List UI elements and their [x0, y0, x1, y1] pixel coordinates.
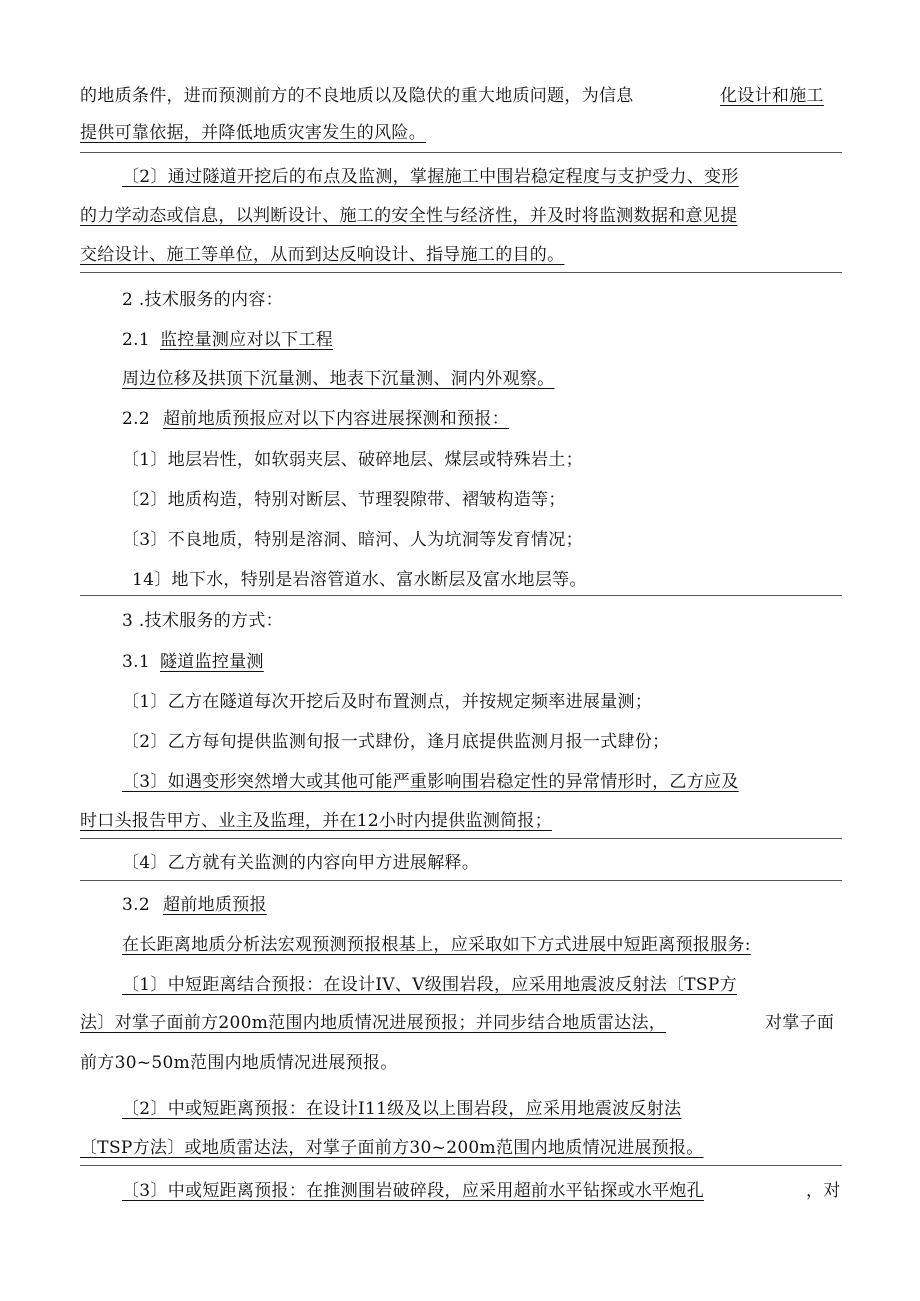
- paragraph-line: [0, 930, 920, 960]
- paragraph-line: [0, 1176, 920, 1206]
- paragraph-line: [0, 162, 920, 192]
- underlined-text: 周边位移及拱顶下沉量测、地表下沉量测、洞内外观察。: [122, 369, 555, 389]
- list-item-text: 〔2〕乙方每旬提供监测旬报一式肆份，逢月底提供监测月报一式肆份；: [122, 732, 670, 752]
- heading-number: 2.1: [122, 330, 150, 350]
- list-item-text: 〔4〕乙方就有关监测的内容向甲方进展解释。: [122, 853, 480, 873]
- underlined-text: 〔2〕通过隧道开挖后的布点及监测，掌握施工中围岩稳定程度与支护受力、变形: [122, 167, 739, 187]
- paragraph-line: [0, 81, 920, 111]
- heading-text: 3 .技术服务的方式：: [122, 611, 283, 631]
- divider: [80, 272, 842, 273]
- divider: [80, 1165, 842, 1166]
- underlined-text: 超前地质预报: [163, 895, 267, 915]
- paragraph-line: [0, 1008, 920, 1038]
- underlined-text: 超前地质预报应对以下内容进展探测和预报：: [163, 409, 509, 429]
- underlined-text: 法〕对掌子面前方200m范围内地质情况进展预报；并同步结合地质雷达法，: [80, 1013, 667, 1033]
- section-heading: [0, 606, 920, 636]
- underlined-text: 〔1〕中短距离结合预报：在设计IV、V级围岩段，应采用地震波反射法〔TSP方: [122, 975, 737, 995]
- paragraph-line: [0, 118, 920, 148]
- subsection-heading: [0, 404, 920, 434]
- list-item-text: 〔1〕乙方在隧道每次开挖后及时布置测点，并按规定频率进展量测；: [122, 692, 653, 712]
- text-run: 对掌子面: [765, 1013, 835, 1033]
- paragraph-line: [0, 767, 920, 797]
- divider: [80, 595, 842, 596]
- paragraph-line: [0, 1094, 920, 1124]
- divider: [80, 880, 842, 881]
- underlined-text: 交给设计、施工等单位，从而到达反响设计、指导施工的目的。: [80, 245, 565, 265]
- heading-number: 3.1: [122, 652, 150, 672]
- list-item: [0, 565, 920, 595]
- list-item: [0, 445, 920, 475]
- paragraph-line: [0, 364, 920, 394]
- list-item-text: 14〕地下水，特别是岩溶管道水、富水断层及富水地层等。: [132, 570, 587, 590]
- divider: [80, 838, 842, 839]
- text-run: ，对: [806, 1181, 841, 1201]
- list-item: [0, 525, 920, 555]
- underlined-text: 的力学动态或信息，以判断设计、施工的安全性与经济性，并及时将监测数据和意见提: [80, 206, 738, 226]
- underlined-text: 时口头报告甲方、业主及监理，并在12小时内提供监测简报；: [80, 811, 553, 831]
- underlined-text: 〔2〕中或短距离预报：在设计I11级及以上围岩段，应采用地震波反射法: [122, 1099, 682, 1119]
- section-heading: [0, 285, 920, 315]
- list-item: [0, 727, 920, 757]
- list-item: [0, 687, 920, 717]
- paragraph-line: [0, 1133, 920, 1163]
- underlined-text: 监控量测应对以下工程: [160, 330, 333, 350]
- paragraph-line: [0, 1048, 920, 1078]
- list-item: [0, 485, 920, 515]
- list-item-text: 〔2〕地质构造，特别对断层、节理裂隙带、褶皱构造等；: [122, 490, 566, 510]
- underlined-text: 提供可靠依据，并降低地质灾害发生的风险。: [80, 123, 426, 143]
- underlined-text: 在长距离地质分析法宏观预测预报根基上，应采取如下方式进展中短距离预报服务:: [122, 935, 751, 955]
- paragraph-line: [0, 201, 920, 231]
- text-run: 前方30~50m范围内地质情况进展预报。: [80, 1053, 398, 1073]
- underlined-text: 〔3〕中或短距离预报：在推测围岩破碎段，应采用超前水平钻探或水平炮孔: [122, 1181, 705, 1201]
- underlined-text: 〔TSP方法〕或地质雷达法，对掌子面前方30~200m范围内地质情况进展预报。: [80, 1138, 704, 1158]
- heading-number: 3.2: [122, 895, 150, 915]
- divider: [80, 152, 842, 153]
- list-item: [0, 848, 920, 878]
- text-run: 的地质条件，进而预测前方的不良地质以及隐伏的重大地质问题，为信息: [80, 86, 634, 106]
- paragraph-line: [0, 806, 920, 836]
- list-item-text: 〔1〕地层岩性，如软弱夹层、破碎地层、煤层或特殊岩土；: [122, 450, 583, 470]
- subsection-heading: [0, 647, 920, 677]
- paragraph-line: [0, 970, 920, 1000]
- underlined-text: 化设计和施工: [720, 86, 824, 106]
- subsection-heading: [0, 890, 920, 920]
- list-item-text: 〔3〕不良地质，特别是溶洞、暗河、人为坑洞等发育情况；: [122, 530, 583, 550]
- underlined-text: 〔3〕如遇变形突然增大或其他可能严重影响围岩稳定性的异常情形时，乙方应及: [122, 772, 739, 792]
- paragraph-line: [0, 240, 920, 270]
- underlined-text: 隧道监控量测: [160, 652, 264, 672]
- heading-text: 2 .技术服务的内容：: [122, 290, 283, 310]
- heading-number: 2.2: [122, 409, 150, 429]
- subsection-heading: [0, 325, 920, 355]
